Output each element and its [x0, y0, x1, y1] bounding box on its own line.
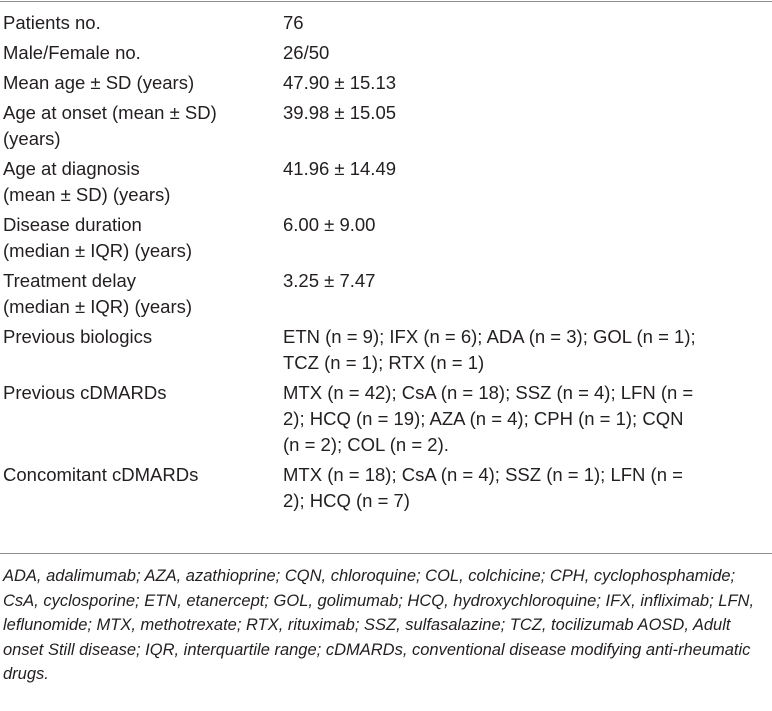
- top-rule: [0, 1, 772, 2]
- row-value: 6.00 ± 9.00: [283, 214, 376, 235]
- row-label: Patients no.: [3, 12, 101, 33]
- table-row: [0, 100, 772, 156]
- row-value: 47.90 ± 15.13: [283, 72, 397, 93]
- table-row: [0, 462, 772, 518]
- row-value: 76: [283, 12, 304, 33]
- table-row: [0, 268, 772, 324]
- table-row: [0, 40, 772, 70]
- row-value: 3.25 ± 7.47: [283, 270, 376, 291]
- row-value: 39.98 ± 15.05: [283, 102, 397, 123]
- row-value: MTX (n = 18); CsA (n = 4); SSZ (n = 1); LFN (n = 2); HCQ (n = 7): [283, 464, 683, 511]
- row-value: ETN (n = 9); IFX (n = 6); ADA (n = 3); GOL (n = 1); TCZ (n = 1); RTX (n = 1): [283, 326, 696, 373]
- row-label: Male/Female no.: [3, 42, 141, 63]
- row-label: Treatment delay (median ± IQR) (years): [3, 270, 193, 317]
- table-row: [0, 70, 772, 100]
- row-label: Previous cDMARDs: [3, 382, 167, 403]
- table-row: [0, 324, 772, 380]
- row-label: Mean age ± SD (years): [3, 72, 195, 93]
- row-value: 26/50: [283, 42, 330, 63]
- bottom-rule: [0, 553, 772, 554]
- row-label: Previous biologics: [3, 326, 153, 347]
- row-label: Age at diagnosis (mean ± SD) (years): [3, 158, 171, 205]
- row-label: Disease duration (median ± IQR) (years): [3, 214, 193, 261]
- patient-characteristics-table: [0, 10, 772, 518]
- table-row: [0, 156, 772, 212]
- row-value: 41.96 ± 14.49: [283, 158, 397, 179]
- table-footnote: ADA, adalimumab; AZA, azathioprine; CQN, chloroquine; COL, colchicine; CPH, cyclophosphamide; CsA, cyclosporine; ETN, etanercept; GOL, golimumab; HCQ, hydroxychloroquine; IFX, infliximab; LFN, leflunomide; MTX, methotrexate; RTX, rituximab; SSZ, sulfasalazine; TCZ, tocilizumab AOSD, Adult onset Still disease; IQR, interquartile range; cDMARDs, conventional disease modifying anti-rheumatic drugs.: [3, 567, 755, 683]
- table-row: [0, 10, 772, 40]
- row-label: Concomitant cDMARDs: [3, 464, 199, 485]
- row-label: Age at onset (mean ± SD) (years): [3, 102, 217, 149]
- table-row: [0, 380, 772, 462]
- row-value: MTX (n = 42); CsA (n = 18); SSZ (n = 4); LFN (n = 2); HCQ (n = 19); AZA (n = 4); CPH (n = 1); CQN (n = 2); COL (n = 2).: [283, 382, 694, 455]
- table-row: [0, 212, 772, 268]
